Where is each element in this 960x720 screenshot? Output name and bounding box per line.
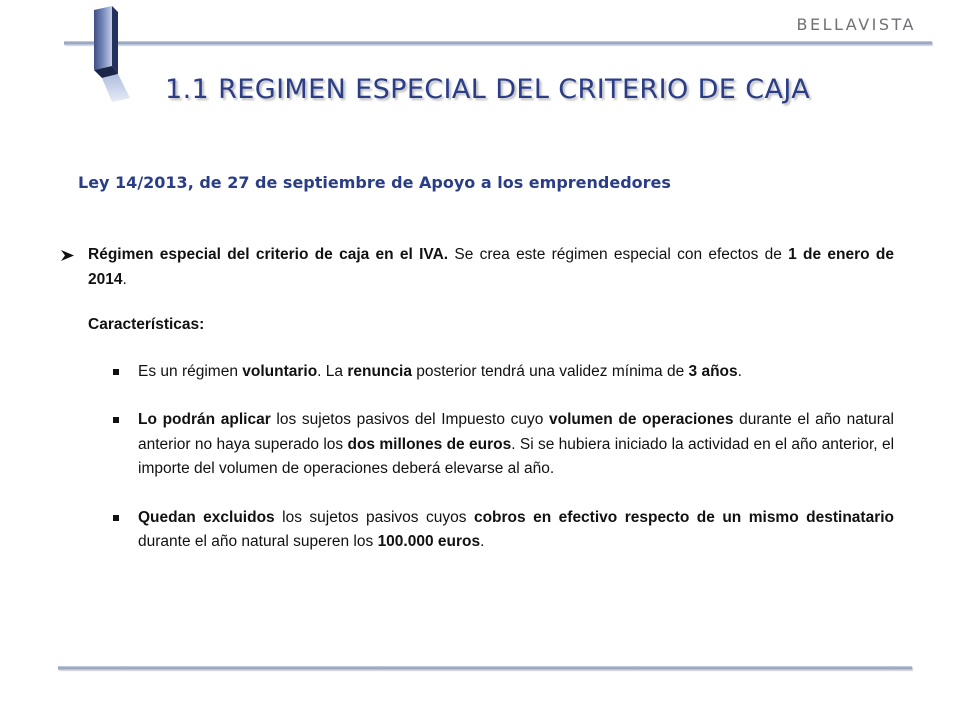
list-item: Quedan excluidos los sujetos pasivos cuyos cobros en efectivo respecto de un mismo destinatario durante el año natural superen los 100.000 euros.	[110, 506, 894, 555]
page-title: 1.1 REGIMEN ESPECIAL DEL CRITERIO DE CAJA	[165, 74, 811, 105]
intro-bold-heading: Régimen especial del criterio de caja en el IVA.	[88, 246, 449, 263]
list-item: Es un régimen voluntario. La renuncia posterior tendrá una validez mínima de 3 años.	[110, 360, 894, 385]
list-item: Lo podrán aplicar los sujetos pasivos del Impuesto cuyo volumen de operaciones durante el año natural anterior no haya superado los dos millones de euros. Si se hubiera iniciado la actividad en el año anterior, el importe del volumen de operaciones deberá elevarse al año.	[110, 408, 894, 482]
bottom-rule	[58, 666, 912, 670]
intro-paragraph: Régimen especial del criterio de caja en el IVA. Se crea este régimen especial con efectos de 1 de enero de 2014.	[60, 243, 894, 292]
content-body	[60, 243, 894, 579]
characteristics-list	[110, 360, 894, 555]
brand-logo: BELLAVISTA	[796, 15, 916, 34]
square-bullet-icon	[113, 417, 119, 423]
arrow-bullet-icon	[61, 250, 74, 261]
characteristics-heading: Características:	[88, 316, 205, 333]
square-bullet-icon	[113, 369, 119, 375]
square-bullet-icon	[113, 515, 119, 521]
page-subtitle: Ley 14/2013, de 27 de septiembre de Apoyo a los emprendedores	[78, 173, 671, 192]
letter-i-logo-icon	[82, 2, 138, 102]
top-rule	[64, 41, 932, 45]
